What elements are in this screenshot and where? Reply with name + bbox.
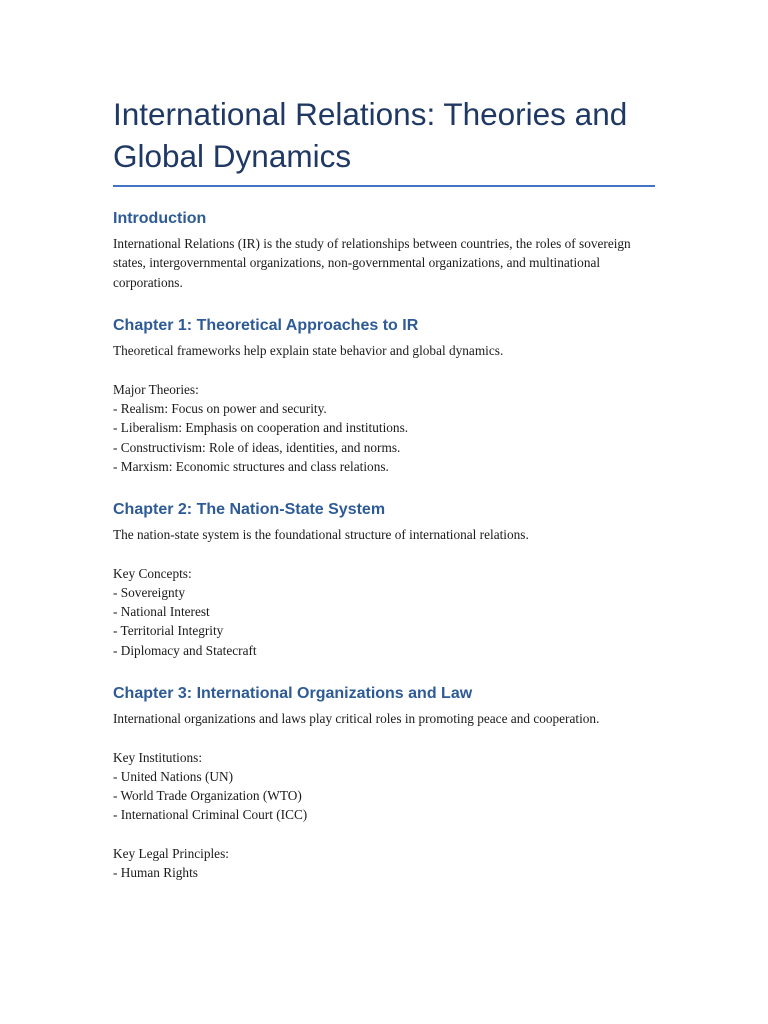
list-item: - International Criminal Court (ICC) xyxy=(113,807,308,823)
list-label: Key Concepts: xyxy=(113,565,192,581)
section-introduction xyxy=(113,208,655,292)
section-heading: Introduction xyxy=(113,210,207,227)
list-label: Key Legal Principles: xyxy=(113,845,229,861)
list-item: - Human Rights xyxy=(113,865,198,881)
section-paragraph: International Relations (IR) is the study of relationships between countries, the roles of sovereign states, intergovernmental organizations, non-governmental organizations, and multinational corporations. xyxy=(113,236,631,290)
list-item: - Marxism: Economic structures and class relations. xyxy=(113,458,389,474)
section-chapter-3 xyxy=(113,683,655,882)
list-item: - United Nations (UN) xyxy=(113,768,234,784)
list-item: - National Interest xyxy=(113,604,210,620)
list-item: - Diplomacy and Statecraft xyxy=(113,642,257,658)
list-group xyxy=(113,564,655,660)
list-label: Key Institutions: xyxy=(113,749,203,765)
section-paragraph: The nation-state system is the foundational structure of international relations. xyxy=(113,527,529,543)
list-item: - Sovereignty xyxy=(113,585,186,601)
list-label: Major Theories: xyxy=(113,382,199,398)
list-group xyxy=(113,844,655,882)
section-heading: Chapter 2: The Nation-State System xyxy=(113,501,386,519)
list-item: - Realism: Focus on power and security. xyxy=(113,401,327,417)
list-item: - Territorial Integrity xyxy=(113,623,224,639)
list-item: - Constructivism: Role of ideas, identities, and norms. xyxy=(113,439,401,455)
section-heading: Chapter 3: International Organizations and Law xyxy=(113,684,473,702)
section-chapter-2 xyxy=(113,499,655,660)
section-paragraph: Theoretical frameworks help explain state behavior and global dynamics. xyxy=(113,343,504,359)
section-paragraph: International organizations and laws play critical roles in promoting peace and cooperation. xyxy=(113,710,600,726)
list-group xyxy=(113,748,655,825)
section-heading: Chapter 1: Theoretical Approaches to IR xyxy=(113,317,419,335)
list-item: - World Trade Organization (WTO) xyxy=(113,788,302,804)
list-item: - Liberalism: Emphasis on cooperation and institutions. xyxy=(113,420,409,436)
document-title: International Relations: Theories and Global Dynamics xyxy=(113,93,655,187)
list-group xyxy=(113,380,655,476)
section-chapter-1 xyxy=(113,315,655,476)
